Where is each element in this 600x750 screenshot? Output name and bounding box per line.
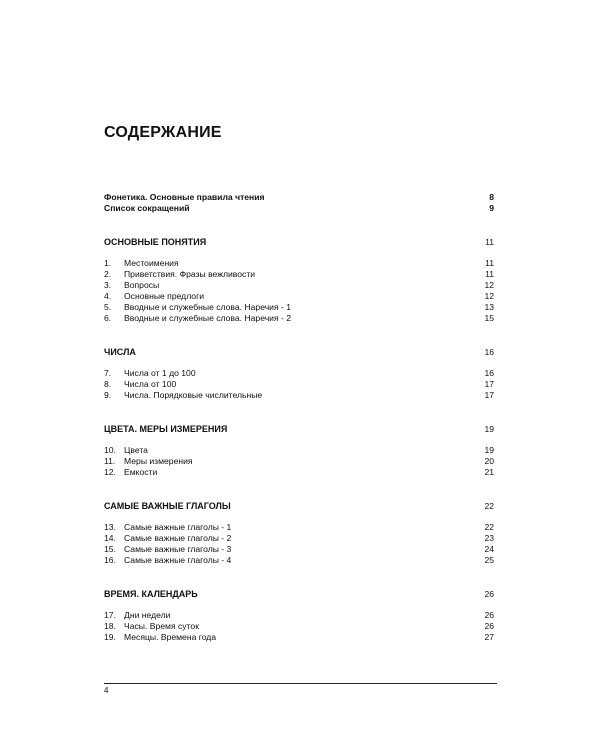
toc-entry-number: 6. bbox=[104, 313, 112, 323]
toc-section-heading[interactable] bbox=[104, 423, 494, 435]
toc-entry-number: 17. bbox=[104, 610, 116, 620]
page-number: 4 bbox=[104, 686, 109, 695]
toc-entry-number: 4. bbox=[104, 291, 112, 301]
toc-section-heading[interactable] bbox=[104, 346, 494, 358]
toc-entry-number: 7. bbox=[104, 368, 112, 378]
section-page: 22 bbox=[484, 501, 494, 511]
toc-entry-page: 17 bbox=[484, 390, 494, 400]
toc-entry-page: 12 bbox=[484, 291, 494, 301]
toc-entry-text bbox=[104, 610, 170, 621]
toc-entry-page: 13 bbox=[484, 302, 494, 312]
toc-section-heading[interactable] bbox=[104, 236, 494, 248]
toc-entry-number: 14. bbox=[104, 533, 116, 543]
toc-entry-label: Цвета bbox=[124, 445, 148, 455]
toc-section bbox=[104, 500, 494, 566]
toc-section bbox=[104, 346, 494, 401]
toc-entry-label: Приветствия. Фразы вежливости bbox=[124, 269, 256, 279]
section-title: ЧИСЛА bbox=[104, 347, 136, 357]
toc-entry-label: Вводные и служебные слова. Наречия - 2 bbox=[124, 313, 292, 323]
toc-entry[interactable] bbox=[104, 368, 494, 379]
toc-entry[interactable] bbox=[104, 610, 494, 621]
toc-entry[interactable] bbox=[104, 313, 494, 324]
toc-entry-text bbox=[104, 445, 148, 456]
toc-entry[interactable] bbox=[104, 269, 494, 280]
toc-entry-page: 21 bbox=[484, 467, 494, 477]
toc-entry-text bbox=[104, 632, 216, 643]
toc-entry-number: 10. bbox=[104, 445, 116, 455]
toc-entry-label: Меры измерения bbox=[124, 456, 193, 466]
toc-entry-text bbox=[104, 621, 199, 632]
toc-entry-number: 12. bbox=[104, 467, 116, 477]
section-title: ЦВЕТА. МЕРЫ ИЗМЕРЕНИЯ bbox=[104, 424, 228, 434]
toc-entry-number: 2. bbox=[104, 269, 112, 279]
toc-section bbox=[104, 236, 494, 324]
toc-entry-page: 16 bbox=[484, 368, 494, 378]
toc-entry-label: Числа от 100 bbox=[124, 379, 177, 389]
section-page: 11 bbox=[485, 237, 494, 247]
toc-entry-page: 27 bbox=[484, 632, 494, 642]
toc-entry-page: 26 bbox=[484, 621, 494, 631]
toc-section-items bbox=[104, 368, 494, 401]
toc-entry[interactable] bbox=[104, 302, 494, 313]
toc-entry-page: 17 bbox=[484, 379, 494, 389]
table-of-contents bbox=[104, 192, 494, 643]
toc-entry-label: Основные предлоги bbox=[124, 291, 205, 301]
toc-entry-label: Самые важные глаголы - 3 bbox=[124, 544, 232, 554]
toc-entry-label: Список сокращений bbox=[104, 203, 190, 213]
toc-section-heading[interactable] bbox=[104, 588, 494, 600]
toc-entry-label: Вводные и служебные слова. Наречия - 1 bbox=[124, 302, 292, 312]
toc-entry-page: 8 bbox=[489, 192, 494, 202]
toc-entry-text bbox=[104, 302, 291, 313]
toc-entry-label: Часы. Время суток bbox=[124, 621, 199, 631]
toc-entry-abbreviations[interactable] bbox=[104, 203, 494, 214]
toc-section-items bbox=[104, 522, 494, 566]
toc-intro bbox=[104, 192, 494, 214]
toc-entry[interactable] bbox=[104, 544, 494, 555]
toc-entry-label: Вопросы bbox=[124, 280, 160, 290]
toc-entry-text bbox=[104, 368, 196, 379]
toc-entry[interactable] bbox=[104, 258, 494, 269]
toc-section-items bbox=[104, 610, 494, 643]
toc-entry-number: 8. bbox=[104, 379, 112, 389]
toc-entry[interactable] bbox=[104, 621, 494, 632]
toc-entry-page: 15 bbox=[484, 313, 494, 323]
toc-entry-number: 15. bbox=[104, 544, 116, 554]
toc-entry[interactable] bbox=[104, 379, 494, 390]
toc-entry-page: 22 bbox=[484, 522, 494, 532]
toc-entry-text bbox=[104, 280, 159, 291]
toc-entry-number: 5. bbox=[104, 302, 112, 312]
toc-entry-page: 20 bbox=[484, 456, 494, 466]
toc-entry[interactable] bbox=[104, 390, 494, 401]
toc-entry-text bbox=[104, 544, 231, 555]
toc-entry-label: Месяцы. Времена года bbox=[124, 632, 217, 642]
toc-entry-label: Самые важные глаголы - 4 bbox=[124, 555, 232, 565]
toc-entry-label: Дни недели bbox=[124, 610, 171, 620]
toc-entry[interactable] bbox=[104, 555, 494, 566]
toc-entry-text bbox=[104, 555, 231, 566]
toc-entry-text bbox=[104, 379, 176, 390]
toc-entry-number: 1. bbox=[104, 258, 112, 268]
toc-entry-text bbox=[104, 467, 157, 478]
toc-entry-label: Числа. Порядковые числительные bbox=[124, 390, 263, 400]
toc-entry-label: Числа от 1 до 100 bbox=[124, 368, 196, 378]
toc-entry-text bbox=[104, 522, 231, 533]
toc-entry-text bbox=[104, 291, 204, 302]
toc-entry[interactable] bbox=[104, 632, 494, 643]
toc-entry-page: 23 bbox=[484, 533, 494, 543]
toc-entry-number: 18. bbox=[104, 621, 116, 631]
toc-entry[interactable] bbox=[104, 280, 494, 291]
toc-entry-text bbox=[104, 456, 193, 467]
page-title: СОДЕРЖАНИЕ bbox=[104, 124, 222, 141]
footer-divider bbox=[104, 683, 497, 684]
toc-entry-page: 12 bbox=[484, 280, 494, 290]
toc-entry-number: 9. bbox=[104, 390, 112, 400]
toc-entry[interactable] bbox=[104, 291, 494, 302]
toc-entry-page: 19 bbox=[484, 445, 494, 455]
section-page: 19 bbox=[484, 424, 494, 434]
toc-entry-page: 11 bbox=[485, 258, 494, 268]
section-title: САМЫЕ ВАЖНЫЕ ГЛАГОЛЫ bbox=[104, 501, 231, 511]
toc-entry-text bbox=[104, 390, 262, 401]
toc-entry-label: Самые важные глаголы - 2 bbox=[124, 533, 232, 543]
toc-section-heading[interactable] bbox=[104, 500, 494, 512]
toc-entry[interactable] bbox=[104, 456, 494, 467]
toc-entry[interactable] bbox=[104, 445, 494, 456]
toc-entry-number: 16. bbox=[104, 555, 116, 565]
section-page: 16 bbox=[484, 347, 494, 357]
toc-entry-label: Фонетика. Основные правила чтения bbox=[104, 192, 265, 202]
toc-entry-page: 24 bbox=[484, 544, 494, 554]
toc-entry-label: Местоимения bbox=[124, 258, 179, 268]
toc-entry-page: 25 bbox=[484, 555, 494, 565]
toc-entry-label: Самые важные глаголы - 1 bbox=[124, 522, 232, 532]
section-title: ОСНОВНЫЕ ПОНЯТИЯ bbox=[104, 237, 207, 247]
toc-entry[interactable] bbox=[104, 533, 494, 544]
toc-entry-text bbox=[104, 313, 291, 324]
toc-entry[interactable] bbox=[104, 467, 494, 478]
toc-entry-text bbox=[104, 269, 255, 280]
toc-section bbox=[104, 588, 494, 643]
toc-section-items bbox=[104, 258, 494, 324]
section-title: ВРЕМЯ. КАЛЕНДАРЬ bbox=[104, 589, 198, 599]
toc-entry-number: 19. bbox=[104, 632, 116, 642]
toc-entry-text bbox=[104, 533, 231, 544]
toc-entry-number: 3. bbox=[104, 280, 112, 290]
toc-section bbox=[104, 423, 494, 478]
toc-sections bbox=[104, 236, 494, 643]
toc-entry-number: 11. bbox=[104, 456, 116, 466]
toc-entry-phonetics[interactable] bbox=[104, 192, 494, 203]
toc-entry-number: 13. bbox=[104, 522, 116, 532]
toc-entry[interactable] bbox=[104, 522, 494, 533]
toc-entry-page: 26 bbox=[484, 610, 494, 620]
toc-entry-page: 9 bbox=[489, 203, 494, 213]
section-page: 26 bbox=[484, 589, 494, 599]
toc-section-items bbox=[104, 445, 494, 478]
toc-entry-page: 11 bbox=[485, 269, 494, 279]
toc-entry-label: Емкости bbox=[124, 467, 158, 477]
toc-entry-text bbox=[104, 258, 179, 269]
